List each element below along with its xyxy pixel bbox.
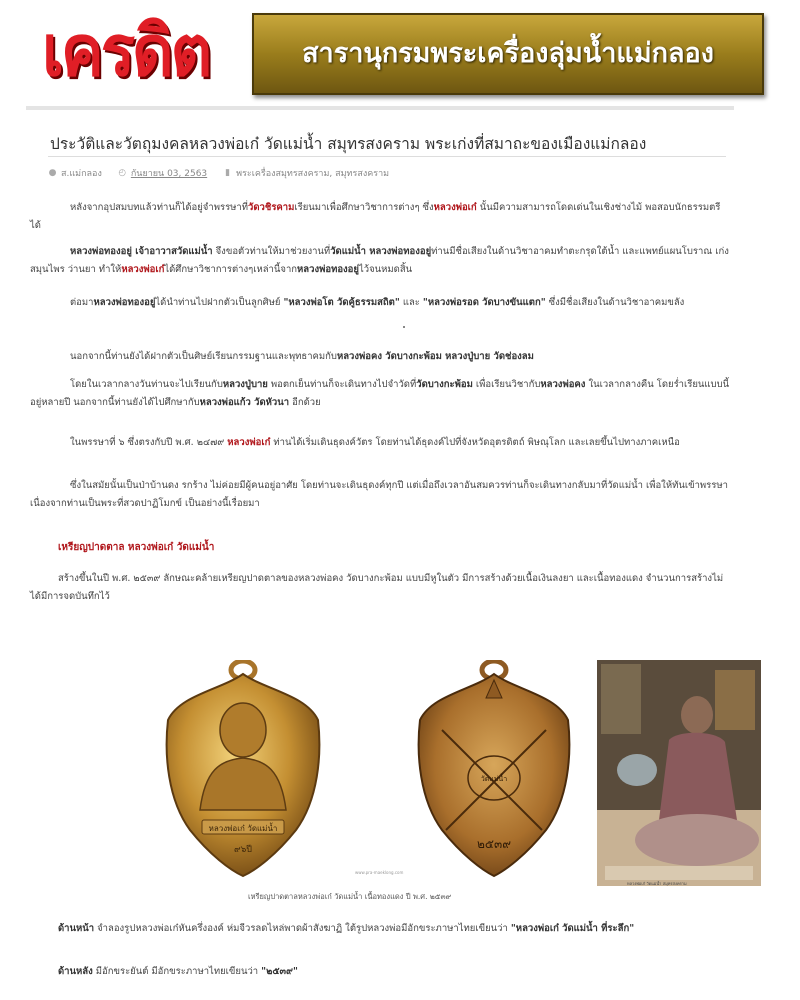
p2-bold: เจ้าอาวาสวัดแม่น้ำ (131, 246, 213, 257)
site-logo[interactable] (42, 10, 217, 92)
post-date[interactable]: กันยายน 03, 2563 (130, 169, 208, 179)
coin-back-seal-text: วัดแม่น้ำ (480, 775, 508, 783)
figure-caption: เหรียญปาดตาลหลวงพ่อเก๋ วัดแม่น้ำ เนื้อทองแดง ปี พ.ศ. ๒๕๓๙ (248, 892, 452, 901)
p5-bold: หลวงพ่อแก้ว วัดหัวนา (199, 397, 290, 408)
monk-photo[interactable] (597, 660, 761, 886)
p5-text: พอตกเย็นท่านก็จะเดินทางไปจำวัดที่ (267, 379, 417, 390)
p2-bold: หลวงพ่อทองอยู่ (297, 264, 359, 275)
p3-text: และ (399, 297, 423, 308)
paragraph-7: ซึ่งในสมัยนั้นเป็นป่าบ้านดง รกร้าง ไม่ค่อยมีผู้คนอยู่อาศัย โดยท่านจะเดินธุดงค์ทุกปี แต่เมื่อถึงเวลาอันสมควรท่านก็จะเดินทางกลับมาที่วัดแม่น้ำ เพื่อให้ทันเข้าพรรษาเนื่องจากท่านเป็นพระที่สวดปาฏิโมกข์ เป็นอย่างนี้เรื่อยมา (30, 480, 728, 509)
p2-bold: หลวงพ่อทองอยู่ (365, 246, 432, 257)
p3-bold: หลวงพ่อทองอยู่ (93, 297, 156, 308)
p10-bold: ด้านหลัง (58, 966, 93, 977)
p1-text: นั้นมีความสามารถโดดเด่นในเชิงช่างไม้ พอสอบนักธรรมตรีได้ (30, 202, 721, 231)
coin-back-year: ๒๕๓๙ (477, 837, 511, 851)
paragraph-8: สร้างขึ้นในปี พ.ศ. ๒๕๓๙ ลักษณะคล้ายเหรียญปาดตาลของหลวงพ่อคง วัดบางกะพ้อม แบบมีหูในตัว มีการสร้างด้วยเนื้อเงินลงยา และเนื้อทองแดง จำนวนการสร้างไม่ได้มีการจดบันทึกไว้ (30, 573, 724, 602)
folder-icon: ▮ (225, 167, 231, 178)
p3-text: ซึ่งมีชื่อเสียงในด้านวิชาอาคมขลัง (545, 297, 685, 308)
paragraph-2 (30, 243, 730, 279)
p4-text: นอกจากนี้ท่านยังได้ฝากตัวเป็นศิษย์เรียนกรรมฐานและพุทธาคมกับ (70, 351, 337, 362)
p9-bold: ด้านหน้า (58, 923, 95, 934)
paragraph-4 (30, 348, 730, 366)
p3-bold: "หลวงพ่อโต วัดคู้ธรรมสถิต" (283, 297, 400, 308)
coin-back-image[interactable] (412, 660, 576, 878)
paragraph-9 (30, 920, 730, 938)
paragraph-1 (30, 199, 730, 235)
paragraph-3 (30, 294, 730, 312)
clock-icon: ◴ (118, 167, 127, 178)
p9-text: จำลองรูปหลวงพ่อเก๋หันครึ่งองค์ ห่มจีวรลดไหล่พาดผ้าสังฆาฏิ ใต้รูปหลวงพ่อมีอักขระภาษาไทยเขียนว่า (94, 923, 511, 934)
image-watermark: www.pra-maeklong.com (355, 870, 404, 875)
monk-figure (597, 660, 761, 886)
p10-text: มีอักขระยันต์ มีอักขระภาษาไทยเขียนว่า (92, 966, 262, 977)
header-divider (26, 106, 734, 110)
p4-bold: หลวงพ่อคง วัดบางกะพ้อม หลวงปู่บาย วัดช่องลม (336, 351, 534, 362)
p5-text: โดยในเวลากลางวันท่านจะไปเรียนกับ (70, 379, 223, 390)
paragraph-10 (30, 963, 730, 981)
p3-bold: "หลวงพ่อรอด วัดบางขันแตก" (422, 297, 546, 308)
photo-caption: หลวงพ่อเก๋ วัดแม่น้ำ สมุทรสงคราม (627, 881, 687, 886)
site-banner[interactable] (252, 13, 764, 95)
p2-text: ไว้จนหมดสิ้น (358, 264, 413, 275)
p9-bold: "หลวงพ่อเก๋ วัดแม่น้ำ ที่ระลึก" (510, 923, 635, 934)
p3-text: ได้นำท่านไปฝากตัวเป็นลูกศิษย์ (155, 297, 284, 308)
p2-bold: หลวงพ่อทองอยู่ (70, 246, 132, 257)
p6-text: ในพรรษาที่ ๖ ซึ่งตรงกับปี พ.ศ. ๒๔๗๙ (70, 437, 228, 448)
stray-dot (403, 326, 405, 328)
p5-text: ในเวลากลางคืน โดยร่ำเรียนแบบนี้อยู่หลายปี นอกจากนี้ท่านยังได้ไปศึกษากับ (30, 379, 730, 408)
coin-front-inscription: หลวงพ่อเก๋ วัดแม่น้ำ (208, 824, 278, 833)
p2-bold: วัดแม่น้ำ (330, 246, 366, 257)
p5-text: อีกด้วย (289, 397, 321, 408)
p2-text: ท่านมีชื่อเสียงในด้านวิชาอาคมทำตะกรุดใต้น้ำ และแพทย์แผนโบราณ เก่งสมุนไพร ว่านยา ทำให้ (30, 246, 729, 275)
p5-bold: วัดบางกะพ้อม (416, 379, 473, 390)
article-title: ประวัติและวัตถุมงคลหลวงพ่อเก๋ วัดแม่น้ำ สมุทรสงคราม พระเก่งที่สมาถะของเมืองแม่กลอง (50, 135, 647, 153)
post-categories[interactable]: พระเครื่องสมุทรสงคราม, สมุทรสงคราม (236, 169, 390, 179)
p5-bold: หลวงพ่อคง (540, 379, 586, 390)
p1-highlight-temple: วัดวชิรคาม (248, 202, 295, 213)
banner-title: สารานุกรมพระเครื่องลุ่มน้ำแม่กลอง (302, 38, 714, 69)
p5-text: เพื่อเรียนวิชากับ (472, 379, 541, 390)
coin-front-image[interactable] (160, 660, 326, 878)
section-heading: เหรียญปาดตาล หลวงพ่อเก๋ วัดแม่น้ำ (58, 542, 215, 553)
coin-front-bottom-text: ๙๖ปี (233, 845, 253, 855)
paragraph-5 (30, 376, 730, 412)
p10-bold: "๒๕๓๙" (261, 966, 298, 977)
p6-highlight: หลวงพ่อเก๋ (227, 437, 271, 448)
p2-text: ได้ศึกษาวิชาการต่างๆเหล่านี้จาก (164, 264, 298, 275)
p2-text: จึงขอตัวท่านให้มาช่วยงานที่ (212, 246, 331, 257)
p3-text: ต่อมา (70, 297, 94, 308)
p1-text: หลังจากอุปสมบทแล้วท่านก็ได้อยู่จำพรรษาที่ (70, 202, 249, 213)
logo-text: เครดิต (42, 11, 210, 91)
title-divider (48, 156, 726, 157)
p2-highlight: หลวงพ่อเก๋ (121, 264, 165, 275)
p6-text: ท่านได้เริ่มเดินธุดงค์วัตร โดยท่านได้ธุดงค์ไปที่จังหวัดอุตรดิตถ์ พิษณุโลก และเลยขึ้นไปทางภาคเหนือ (270, 437, 680, 448)
user-icon: ● (48, 167, 57, 178)
p1-text: เรียนมาเพื่อศึกษาวิชาการต่างๆ ซึ่ง (294, 202, 434, 213)
post-meta (48, 166, 389, 180)
p5-bold: หลวงปู่บาย (222, 379, 268, 390)
post-author[interactable]: ส.แม่กลอง (61, 169, 102, 179)
paragraph-6 (30, 434, 730, 452)
p1-highlight-monk: หลวงพ่อเก๋ (433, 202, 477, 213)
